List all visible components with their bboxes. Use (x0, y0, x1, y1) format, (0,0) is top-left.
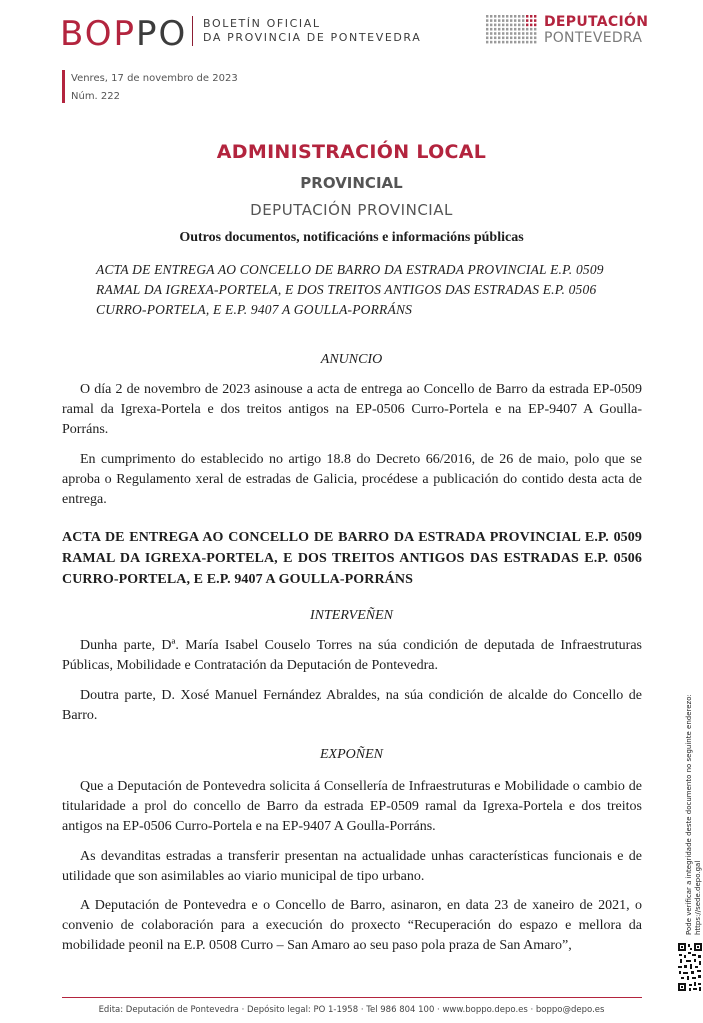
boppo-logo (60, 14, 187, 54)
qr-code-icon[interactable] (677, 942, 703, 992)
logo-part-2: PO (136, 14, 188, 54)
deputacion-logo-grid-icon (486, 15, 538, 45)
verification-url[interactable]: https://sede.depo.gal (694, 860, 702, 935)
acta-bold-title: ACTA DE ENTREGA AO CONCELLO DE BARRO DA ESTRADA PROVINCIAL E.P. 0509 RAMAL DA IGREXA-PORTELA, E DOS TREITOS ANTIGOS DAS ESTRADAS E.P. 0506 CURRO-PORTELA, E E.P. 9407 A GOULLA-PORRÁNS (62, 530, 642, 587)
anuncio-heading: ANUNCIO (320, 352, 383, 367)
issue-number: Núm. 222 (71, 91, 121, 102)
verification-note (676, 694, 702, 935)
deputacion-province: PONTEVEDRA (544, 30, 643, 46)
date-accent-bar (62, 70, 65, 103)
footer-text: Edita: Deputación de Pontevedra · Depósito legal: PO 1-1958 · Tel 986 804 100 · www.boppo.depo.es · boppo@depo.es (98, 1005, 605, 1015)
paragraph-4: Doutra parte, D. Xosé Manuel Fernández Abraldes, na súa condición de alcalde do Concello de Barro. (62, 688, 642, 723)
paragraph-1: O día 2 de novembro de 2023 asinouse a acta de entrega ao Concello de Barro da estrada EP-0509 ramal da Igrexa-Portela e dos treitos antigos na EP-0506 Curro-Portela e na EP-9407 A Goulla-Porráns. (62, 382, 642, 437)
bulletin-title-line-1: BOLETÍN OFICIAL (203, 17, 321, 30)
paragraph-5: Que a Deputación de Pontevedra solicita á Consellería de Infraestruturas e Mobilidade o cambio de titularidade a prol do concello de Barro da estrada EP-0509 ramal da Igrexa-Portela e dos treitos antigos na EP-0506 Curro-Portela e na EP-9407 A Goulla-Porráns. (62, 779, 642, 834)
deputacion-name: DEPUTACIÓN (544, 14, 649, 30)
bulletin-title (203, 17, 421, 45)
section-deputacion: DEPUTACIÓN PROVINCIAL (250, 201, 453, 219)
bulletin-title-line-2: DA PROVINCIA DE PONTEVEDRA (203, 31, 422, 44)
verification-note-line-1: Pode verificar a integridade deste documento no seguinte enderezo: (685, 694, 693, 935)
deputacion-logo-text (544, 14, 648, 46)
paragraph-3: Dunha parte, Dª. María Isabel Couselo Torres na súa condición de deputada de Infraestruturas Públicas, Mobilidade e Contratación da Deputación de Pontevedra. (62, 638, 642, 673)
section-provincial: PROVINCIAL (300, 174, 403, 192)
document-title: ACTA DE ENTREGA AO CONCELLO DE BARRO DA ESTRADA PROVINCIAL E.P. 0509 RAMAL DA IGREXA-PORTELA, E DOS TREITOS ANTIGOS DAS ESTRADAS E.P. 0506 CURRO-PORTELA, E E.P. 9407 A GOULLA-PORRÁNS (96, 262, 604, 317)
paragraph-2: En cumprimento do establecido no artigo 18.8 do Decreto 66/2016, de 26 de maio, polo que se aproba o Regulamento xeral de estradas de Galicia, procédese a publicación do contido desta acta de entrega. (62, 452, 642, 507)
section-subtype: Outros documentos, notificacións e informacións públicas (179, 230, 524, 245)
logo-part-1: BOP (60, 14, 136, 54)
paragraph-7: A Deputación de Pontevedra e o Concello de Barro, asinaron, en data 23 de xaneiro de 2021, o convenio de colaboración para a execución do proxecto “Recuperación do espazo e mellora da mobilidade peonil na E.P. 0508 Curro – San Amaro ao seu paso pola praza de San Amaro”, (62, 898, 642, 953)
logo-divider (192, 16, 193, 46)
issue-info (71, 70, 238, 106)
paragraph-6: As devanditas estradas a transferir presentan na actualidade unhas características funcionais e de utilidade que son asimilables ao viario municipal de tipo urbano. (62, 849, 642, 884)
expoñen-heading: EXPOÑEN (320, 747, 383, 762)
footer-divider (62, 997, 642, 998)
issue-date: Venres, 17 de novembro de 2023 (71, 73, 238, 84)
section-admin-local: ADMINISTRACIÓN LOCAL (216, 141, 487, 163)
interveñen-heading: INTERVEÑEN (310, 608, 393, 623)
